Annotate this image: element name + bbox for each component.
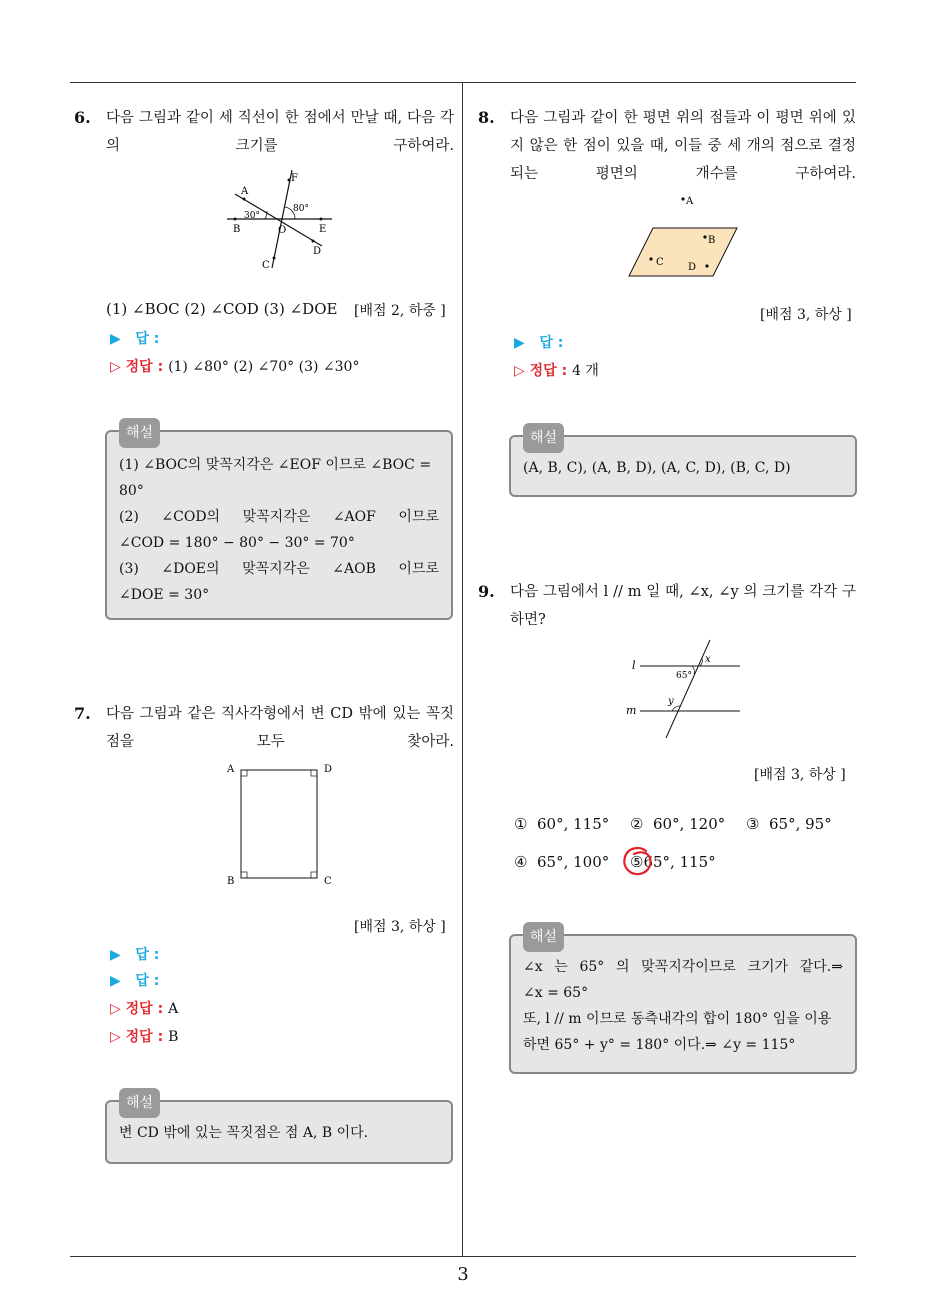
q6-label-o: O [278, 225, 287, 236]
q8-label-a: A [686, 196, 694, 207]
triangle-outline-icon: ▷ [110, 1029, 121, 1045]
q9-choice-3-text: 65°, 95° [769, 815, 832, 833]
q7-answer-label-2: 답 : [135, 973, 160, 989]
q6-text: 다음 그림과 같이 세 직선이 한 점에서 만날 때, 다음 각의 크기를 구하여라. [106, 110, 454, 154]
q6-explanation-tag: 해설 [119, 418, 160, 448]
q8-correct-row [514, 360, 599, 380]
q8-explanation-box [509, 430, 857, 497]
q6-expl-line-5: (3) ∠DOE의 맞꼭지각은 ∠AOB 이므로 [119, 561, 439, 577]
q7-correct-value-1: A [168, 1001, 179, 1017]
q7-correct-row-1 [110, 998, 178, 1018]
q9-choice-2[interactable] [630, 815, 725, 833]
q6-label-d: D [313, 246, 322, 257]
q7-explanation-box [105, 1095, 453, 1164]
triangle-filled-icon: ▶ [110, 947, 121, 963]
q6-correct-label: 정답 : [125, 359, 164, 375]
q6-label-80: 80° [293, 204, 309, 214]
q8-figure [625, 190, 745, 282]
q6-expl-line-6: ∠DOE = 30° [119, 587, 210, 603]
bottom-rule [70, 1256, 856, 1257]
q6-label-a: A [241, 186, 249, 197]
q7-expl-line-1: 변 CD 밖에 있는 꼭짓점은 점 A, B 이다. [119, 1125, 369, 1141]
q6-number: 6. [74, 108, 91, 127]
q9-expl-line-3: 또, l // m 이므로 동측내각의 합이 180° 임을 이용 [523, 1011, 832, 1027]
q6-label-30: 30° [244, 211, 260, 221]
q6-correct-value: (1) ∠80° (2) ∠70° (3) ∠30° [168, 359, 360, 375]
triangle-outline-icon: ▷ [514, 363, 525, 379]
q8-expl-line-1: (A, B, C), (A, B, D), (A, C, D), (B, C, D) [523, 460, 791, 476]
q8-correct-value: 4 개 [572, 363, 599, 379]
q8-explanation-tag: 해설 [523, 423, 564, 453]
q6-answer-label: 답 : [135, 331, 160, 347]
q6-explanation-box [105, 425, 453, 620]
q6-expl-line-1: (1) ∠BOC의 맞꼭지각은 ∠EOF 이므로 ∠BOC = [119, 457, 432, 473]
q9-choice-4-mark: ④ [514, 853, 528, 871]
column-divider [462, 82, 463, 1256]
page-number: 3 [457, 1264, 469, 1285]
q9-label-x: x [705, 654, 711, 665]
q9-choice-4[interactable] [514, 853, 609, 871]
q9-label-l: l [632, 659, 636, 672]
triangle-outline-icon: ▷ [110, 359, 121, 375]
q8-correct-label: 정답 : [529, 363, 568, 379]
q9-number: 9. [478, 582, 495, 601]
q7-label-c: C [324, 876, 332, 887]
q8-text: 다음 그림과 같이 한 평면 위의 점들과 이 평면 위에 있지 않은 한 점이 있을 때, 이들 중 세 개의 점으로 결정되는 평면의 개수를 구하여라. [510, 110, 856, 182]
q9-expl-line-2: ∠x = 65° [523, 985, 589, 1001]
q8-label-b: B [708, 235, 716, 246]
q6-label-f: F [291, 173, 298, 184]
q6-label-e: E [319, 224, 327, 235]
q7-label-a: A [227, 764, 235, 775]
q9-label-m: m [626, 704, 637, 717]
q7-text: 다음 그림과 같은 직사각형에서 변 CD 밖에 있는 꼭짓점을 모두 찾아라. [106, 706, 454, 750]
q6-subquestions: (1) ∠BOC (2) ∠COD (3) ∠DOE [106, 300, 338, 318]
q7-label-b: B [227, 876, 235, 887]
q9-choice-4-text: 65°, 100° [537, 853, 610, 871]
q7-answer-row-1[interactable] [110, 944, 159, 964]
q9-choice-5-mark: ⑤ [630, 853, 644, 871]
q9-label-65: 65° [676, 671, 692, 681]
top-rule [70, 82, 856, 83]
q6-answer-row[interactable] [110, 328, 159, 348]
q7-correct-value-2: B [168, 1029, 179, 1045]
q7-number: 7. [74, 704, 91, 723]
q8-label-c: C [656, 257, 664, 268]
q6-expl-line-3: (2) ∠COD의 맞꼭지각은 ∠AOF 이므로 [119, 509, 439, 525]
q9-label-y: y [668, 696, 674, 707]
q9-choice-2-text: 60°, 120° [653, 815, 726, 833]
q9-text: 다음 그림에서 l // m 일 때, ∠x, ∠y 의 크기를 각각 구하면? [510, 584, 856, 628]
q7-label-d: D [324, 764, 333, 775]
q7-explanation-tag: 해설 [119, 1088, 160, 1118]
q9-explanation-box [509, 929, 857, 1074]
q7-figure [225, 760, 337, 890]
q9-choice-1-text: 60°, 115° [537, 815, 610, 833]
q9-expl-line-4: 하면 65° + y° = 180° 이다.⇒ ∠y = 115° [523, 1037, 796, 1053]
q6-score: [배점 2, 하중 ] [354, 303, 446, 319]
q9-score: [배점 3, 하상 ] [754, 767, 846, 783]
q7-rectangle [241, 770, 317, 878]
q6-correct-row [110, 356, 359, 376]
q9-explanation-tag: 해설 [523, 922, 564, 952]
q6-expl-line-2: 80° [119, 483, 144, 499]
q6-label-c: C [262, 260, 270, 271]
q8-plane [629, 228, 737, 276]
q7-correct-label-1: 정답 : [125, 1001, 164, 1017]
q9-choice-1[interactable] [514, 815, 609, 833]
selected-answer-circle-icon [620, 843, 656, 879]
q9-choice-5-text: 65°, 115° [643, 853, 716, 871]
q9-choice-2-mark: ② [630, 815, 644, 833]
q8-label-d: D [688, 262, 697, 273]
q6-expl-line-4: ∠COD = 180° − 80° − 30° = 70° [119, 535, 355, 551]
q9-choice-3-mark: ③ [746, 815, 760, 833]
q9-transversal [666, 640, 710, 738]
q7-answer-row-2[interactable] [110, 970, 159, 990]
q7-score: [배점 3, 하상 ] [354, 919, 446, 935]
q9-figure [622, 636, 746, 742]
triangle-outline-icon: ▷ [110, 1001, 121, 1017]
triangle-filled-icon: ▶ [110, 973, 121, 989]
q9-choice-3[interactable] [746, 815, 832, 833]
q8-answer-row[interactable] [514, 332, 563, 352]
q8-number: 8. [478, 108, 495, 127]
triangle-filled-icon: ▶ [110, 331, 121, 347]
q7-answer-label-1: 답 : [135, 947, 160, 963]
q7-correct-row-2 [110, 1026, 178, 1046]
q9-choice-1-mark: ① [514, 815, 528, 833]
q6-figure [225, 168, 337, 272]
q8-score: [배점 3, 하상 ] [760, 307, 852, 323]
q6-label-b: B [233, 224, 241, 235]
q9-expl-line-1: ∠x 는 65° 의 맞꼭지각이므로 크기가 같다.⇒ [523, 959, 843, 975]
q8-answer-label: 답 : [539, 335, 564, 351]
q7-correct-label-2: 정답 : [125, 1029, 164, 1045]
triangle-filled-icon: ▶ [514, 335, 525, 351]
